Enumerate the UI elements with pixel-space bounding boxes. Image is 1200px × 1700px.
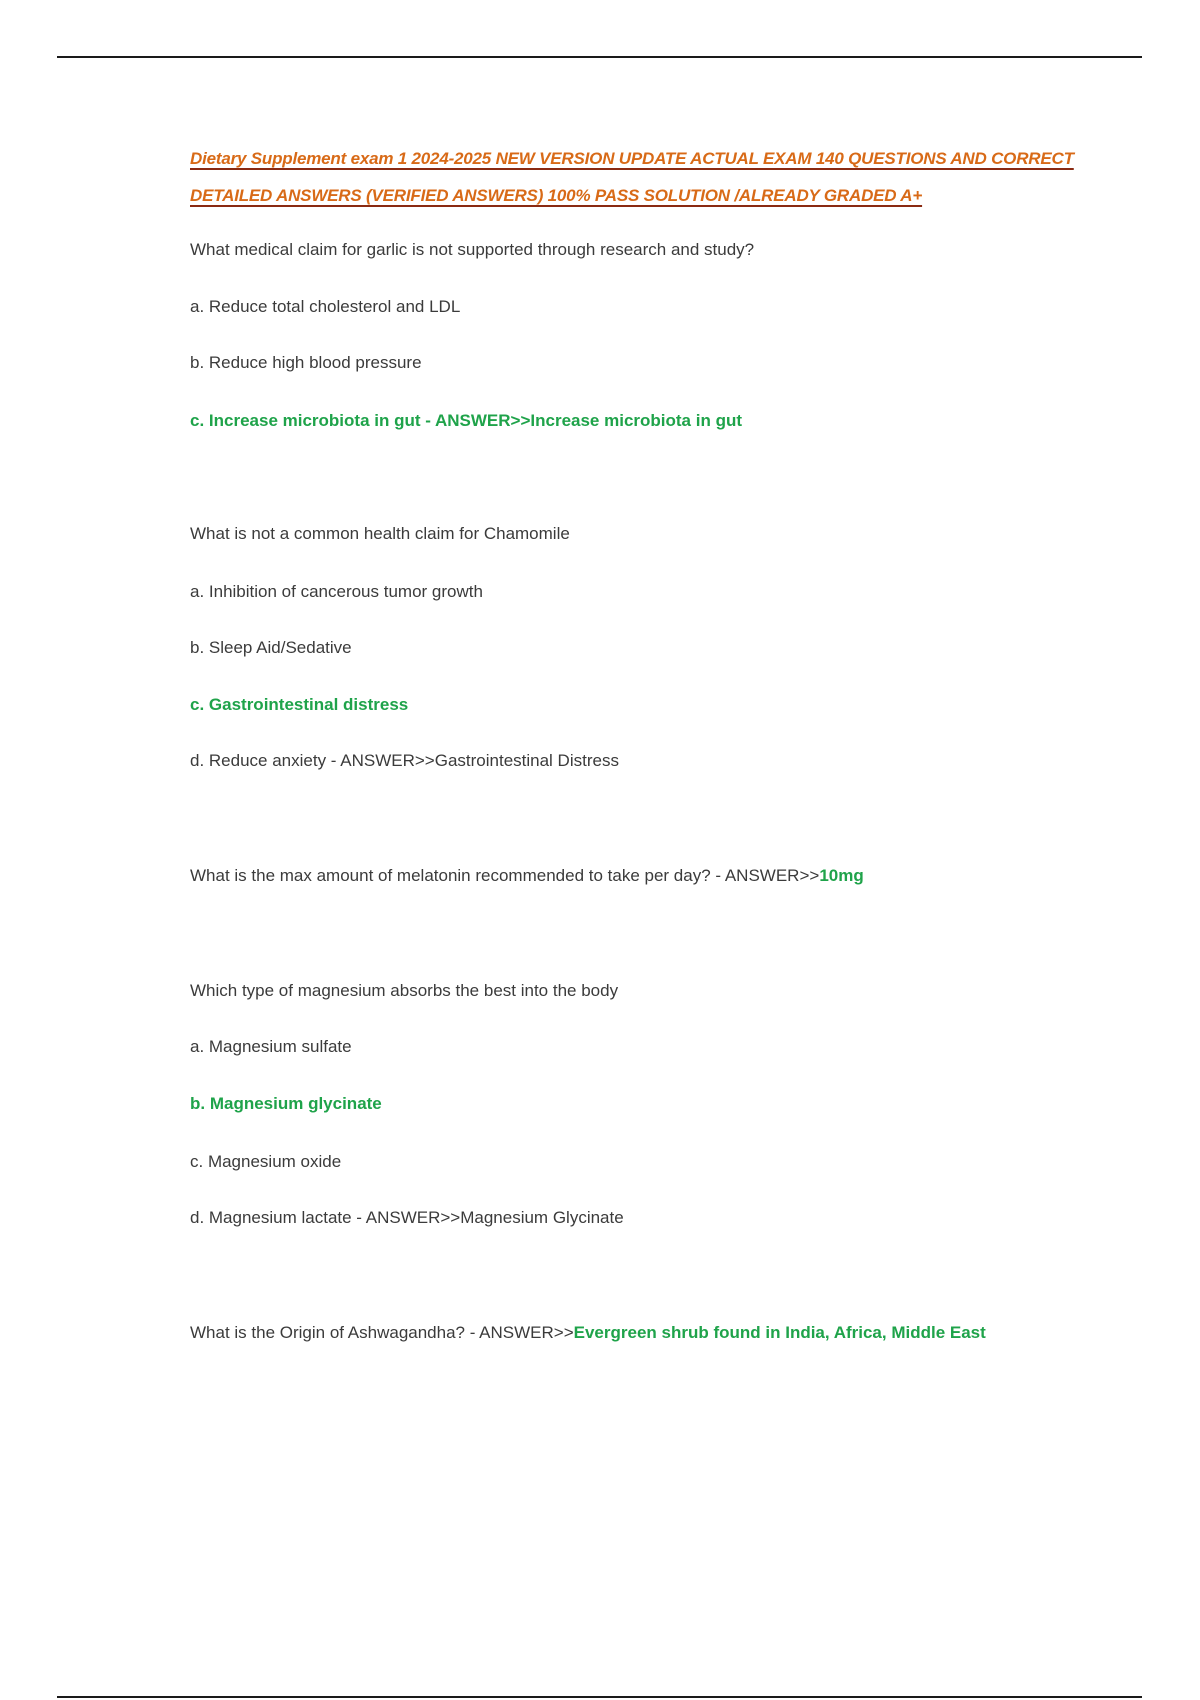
q2-question: What is not a common health claim for Chamomile xyxy=(190,524,570,543)
bottom-rule xyxy=(57,1696,1142,1698)
q1-option-b: b. Reduce high blood pressure xyxy=(190,353,422,372)
q5-answer: Evergreen shrub found in India, Africa, Middle East xyxy=(573,1323,986,1342)
q4-option-d-answer: d. Magnesium lactate - ANSWER>>Magnesium Glycinate xyxy=(190,1208,624,1227)
q2-option-b: b. Sleep Aid/Sedative xyxy=(190,638,352,657)
top-rule xyxy=(57,56,1142,58)
q4-option-c: c. Magnesium oxide xyxy=(190,1152,342,1171)
q1-option-a: a. Reduce total cholesterol and LDL xyxy=(190,297,461,316)
q4-option-a: a. Magnesium sulfate xyxy=(190,1037,352,1056)
q2-option-a: a. Inhibition of cancerous tumor growth xyxy=(190,582,483,601)
document-page xyxy=(190,140,1140,1342)
q4-question: Which type of magnesium absorbs the best into the body xyxy=(190,981,619,1000)
q1-option-c-answer: c. Increase microbiota in gut - ANSWER>>Increase microbiota in gut xyxy=(190,411,742,430)
q2-option-d-answer: d. Reduce anxiety - ANSWER>>Gastrointestinal Distress xyxy=(190,751,619,770)
q1-question: What medical claim for garlic is not supported through research and study? xyxy=(190,240,755,259)
q5-question xyxy=(190,1323,986,1343)
q3-question xyxy=(190,866,864,886)
q5-question-text: What is the Origin of Ashwagandha? - ANSWER>> xyxy=(190,1323,574,1342)
q4-option-b: b. Magnesium glycinate xyxy=(190,1094,382,1113)
q3-question-text: What is the max amount of melatonin recommended to take per day? - ANSWER>> xyxy=(190,866,820,885)
q2-option-c: c. Gastrointestinal distress xyxy=(190,695,409,714)
document-title: Dietary Supplement exam 1 2024-2025 NEW VERSION UPDATE ACTUAL EXAM 140 QUESTIONS AND CORRECT DETAILED ANSWERS (VERIFIED ANSWERS) 100% PASS SOLUTION /ALREADY GRADED A+ xyxy=(190,149,1074,205)
q3-answer: 10mg xyxy=(819,866,864,885)
